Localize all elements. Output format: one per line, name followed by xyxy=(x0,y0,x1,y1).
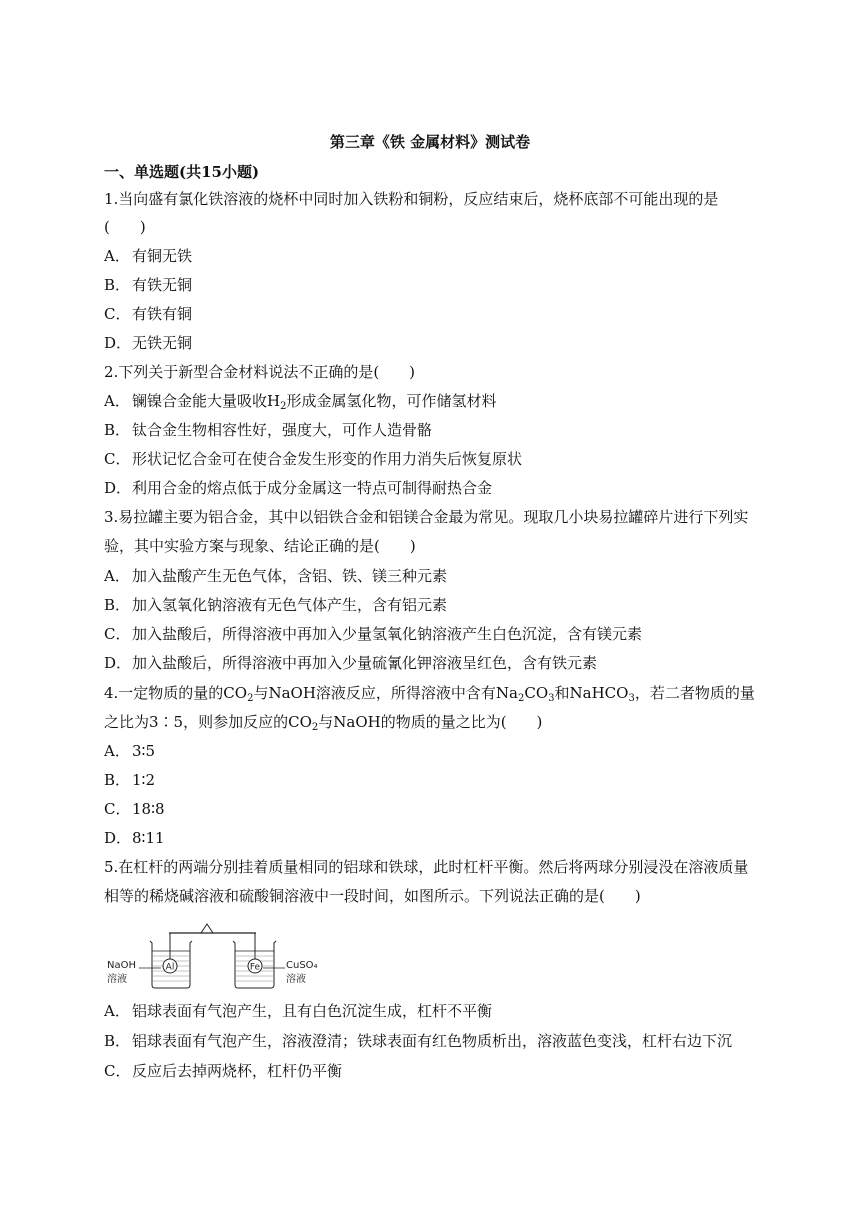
q2-option-b: B． 钛合金生物相容性好，强度大，可作人造骨骼 xyxy=(104,421,433,439)
q3-option-a: A． 加入盐酸产生无色气体，含铝、铁、镁三种元素 xyxy=(104,567,448,585)
fulcrum-icon xyxy=(201,924,213,933)
left-solution-label-1: NaOH xyxy=(107,960,136,971)
left-ball-label: Al xyxy=(165,962,175,973)
q2-option-c: C． 形状记忆合金可在使合金发生形变的作用力消失后恢复原状 xyxy=(104,450,523,468)
q5-stem-line-1: 5.在杠杆的两端分别挂着质量相同的铝球和铁球，此时杠杆平衡。然后将两球分别浸没在溶液质量 xyxy=(104,858,749,876)
q4-option-a: A． 3∶5 xyxy=(104,742,155,760)
q1-option-a: A． 有铜无铁 xyxy=(104,247,193,265)
q1-option-d: D．无铁无铜 xyxy=(104,334,193,352)
q1-stem-line-2: ( ) xyxy=(104,218,146,236)
q4-stem-line-2: 之比为3∶5，则参加反应的$CO_2$与NaOH的物质的量之比为( ) xyxy=(104,713,543,733)
q3-option-d: D．加入盐酸后，所得溶液中再加入少量硫氰化钾溶液呈红色，含有铁元素 xyxy=(104,654,598,672)
q3-stem-line-1: 3.易拉罐主要为铝合金，其中以铝铁合金和铝镁合金最为常见。现取几小块易拉罐碎片进行下列实 xyxy=(104,508,749,526)
q2-option-a: A． 镧镍合金能大量吸收$H_2$形成金属氢化物，可作储氢材料 xyxy=(104,392,497,412)
q5-option-c: C． 反应后去掉两烧杯，杠杆仍平衡 xyxy=(104,1062,343,1080)
right-ball-label: Fe xyxy=(249,962,261,973)
right-solution-label-1: CuSO₄ xyxy=(286,960,318,971)
q3-option-c: C． 加入盐酸后，所得溶液中再加入少量氢氧化钠溶液产生白色沉淀，含有镁元素 xyxy=(104,625,643,643)
q4-option-c: C． 18∶8 xyxy=(104,800,165,818)
q1-option-b: B． 有铁无铜 xyxy=(104,276,193,294)
lever-beaker-figure xyxy=(107,921,322,991)
left-solution-label-2: 溶液 xyxy=(107,974,127,985)
q3-option-b: B． 加入氢氧化钠溶液有无色气体产生，含有铝元素 xyxy=(104,596,448,614)
q5-stem-line-2: 相等的稀烧碱溶液和硫酸铜溶液中一段时间，如图所示。下列说法正确的是( ) xyxy=(104,887,641,905)
q5-option-a: A． 铝球表面有气泡产生，且有白色沉淀生成，杠杆不平衡 xyxy=(104,1002,493,1020)
q5-option-b: B． 铝球表面有气泡产生，溶液澄清；铁球表面有红色物质析出，溶液蓝色变浅，杠杆右边下沉 xyxy=(104,1032,733,1050)
q1-stem-line-1: 1.当向盛有氯化铁溶液的烧杯中同时加入铁粉和铜粉，反应结束后，烧杯底部不可能出现的是 xyxy=(104,190,719,208)
q4-option-d: D．8∶11 xyxy=(104,829,165,847)
section-heading: 一、单选题(共15小题) xyxy=(104,163,260,181)
right-solution-label-2: 溶液 xyxy=(286,974,306,985)
q3-stem-line-2: 验，其中实验方案与现象、结论正确的是( ) xyxy=(104,537,416,555)
q4-option-b: B． 1∶2 xyxy=(104,771,155,789)
q4-stem-line-1: 4.一定物质的量的$CO_2$与NaOH溶液反应，所得溶液中含有$Na_2CO_3$和NaHCO$_3$，若二者物质的量 xyxy=(104,684,755,704)
q1-option-c: C． 有铁有铜 xyxy=(104,305,193,323)
q2-option-d: D．利用合金的熔点低于成分金属这一特点可制得耐热合金 xyxy=(104,479,493,497)
page-title: 第三章《铁 金属材料》测试卷 xyxy=(329,133,531,151)
q2-stem: 2.下列关于新型合金材料说法不正确的是( ) xyxy=(104,363,416,381)
